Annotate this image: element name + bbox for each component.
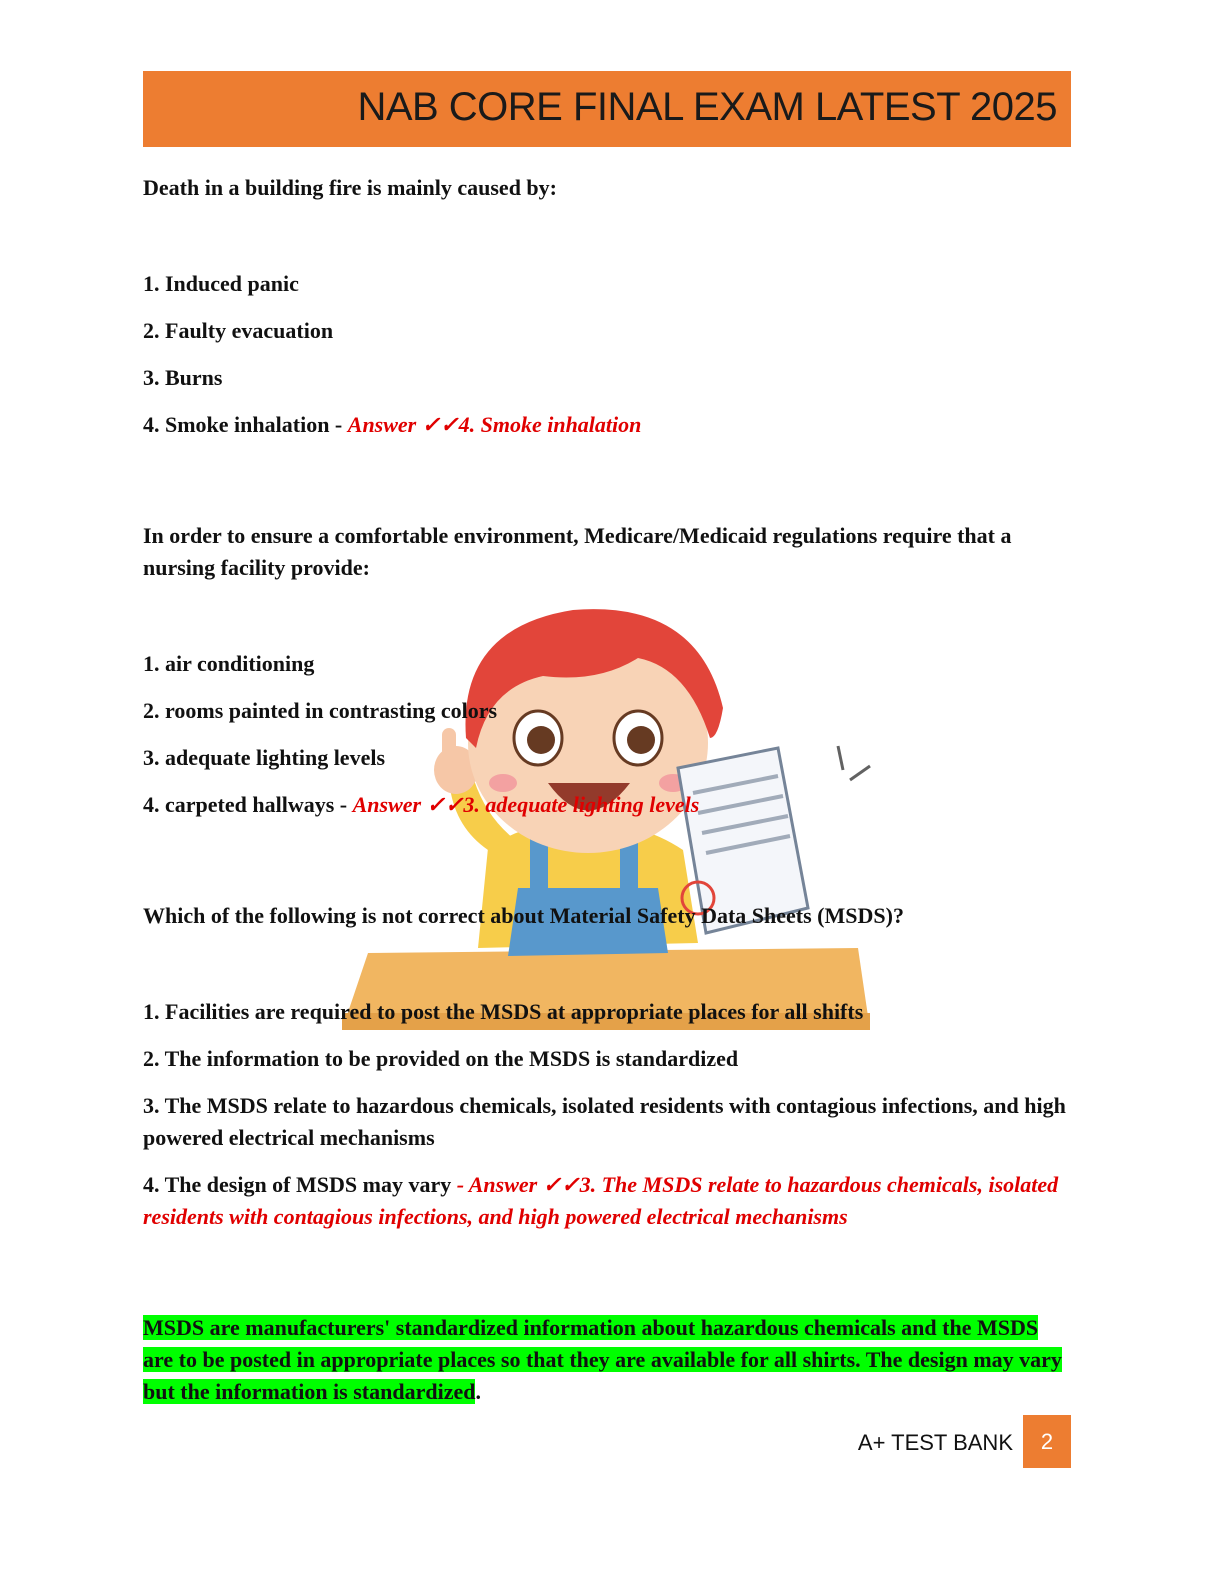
q3-option-4 bbox=[143, 1169, 1071, 1233]
q3-option-2: 2. The information to be provided on the MSDS is standardized bbox=[143, 1046, 739, 1071]
q3-option-4-text: 4. The design of MSDS may vary bbox=[143, 1172, 452, 1197]
q2-option-4 bbox=[143, 789, 1071, 821]
page-footer bbox=[857, 1415, 1071, 1468]
question-2: In order to ensure a comfortable environment, Medicare/Medicaid regulations require that a nursing facility provide: bbox=[143, 523, 1012, 580]
q1-option-4 bbox=[143, 409, 1071, 441]
page-number: 2 bbox=[1023, 1415, 1071, 1468]
q2-answer: Answer ✓✓3. adequate lighting levels bbox=[352, 792, 700, 817]
question-3: Which of the following is not correct about Material Safety Data Sheets (MSDS)? bbox=[143, 903, 904, 928]
q1-option-1: 1. Induced panic bbox=[143, 271, 299, 296]
q2-option-1: 1. air conditioning bbox=[143, 651, 315, 676]
q1-option-3: 3. Burns bbox=[143, 365, 223, 390]
page-title: NAB CORE FINAL EXAM LATEST 2025 bbox=[357, 85, 1057, 129]
q2-option-2: 2. rooms painted in contrasting colors bbox=[143, 698, 498, 723]
q2-option-3: 3. adequate lighting levels bbox=[143, 745, 386, 770]
q3-option-1: 1. Facilities are required to post the MSDS at appropriate places for all shifts bbox=[143, 999, 864, 1024]
q1-answer: Answer ✓✓4. Smoke inhalation bbox=[347, 412, 642, 437]
header-bar bbox=[143, 71, 1071, 147]
question-1: Death in a building fire is mainly caused by: bbox=[143, 175, 557, 200]
q3-answer: - Answer ✓✓3. The MSDS relate to hazardous chemicals, isolated residents with contagious infections, and high powered electrical mechanisms bbox=[143, 1172, 1059, 1229]
q3-option-3: 3. The MSDS relate to hazardous chemicals, isolated residents with contagious infections, and high powered electrical mechanisms bbox=[143, 1093, 1066, 1150]
explanation-note bbox=[143, 1312, 1071, 1408]
explanation-end: . bbox=[475, 1379, 481, 1404]
exam-content bbox=[143, 172, 1071, 1408]
q1-option-4-text: 4. Smoke inhalation - bbox=[143, 412, 343, 437]
footer-label: A+ TEST BANK bbox=[857, 1430, 1013, 1455]
explanation-highlight: MSDS are manufacturers' standardized information about hazardous chemicals and the MSDS are to be posted in appropriate places so that they are available for all shirts. The design may vary but the information is standardized bbox=[143, 1315, 1062, 1404]
q2-option-4-text: 4. carpeted hallways - bbox=[143, 792, 348, 817]
q1-option-2: 2. Faulty evacuation bbox=[143, 318, 334, 343]
